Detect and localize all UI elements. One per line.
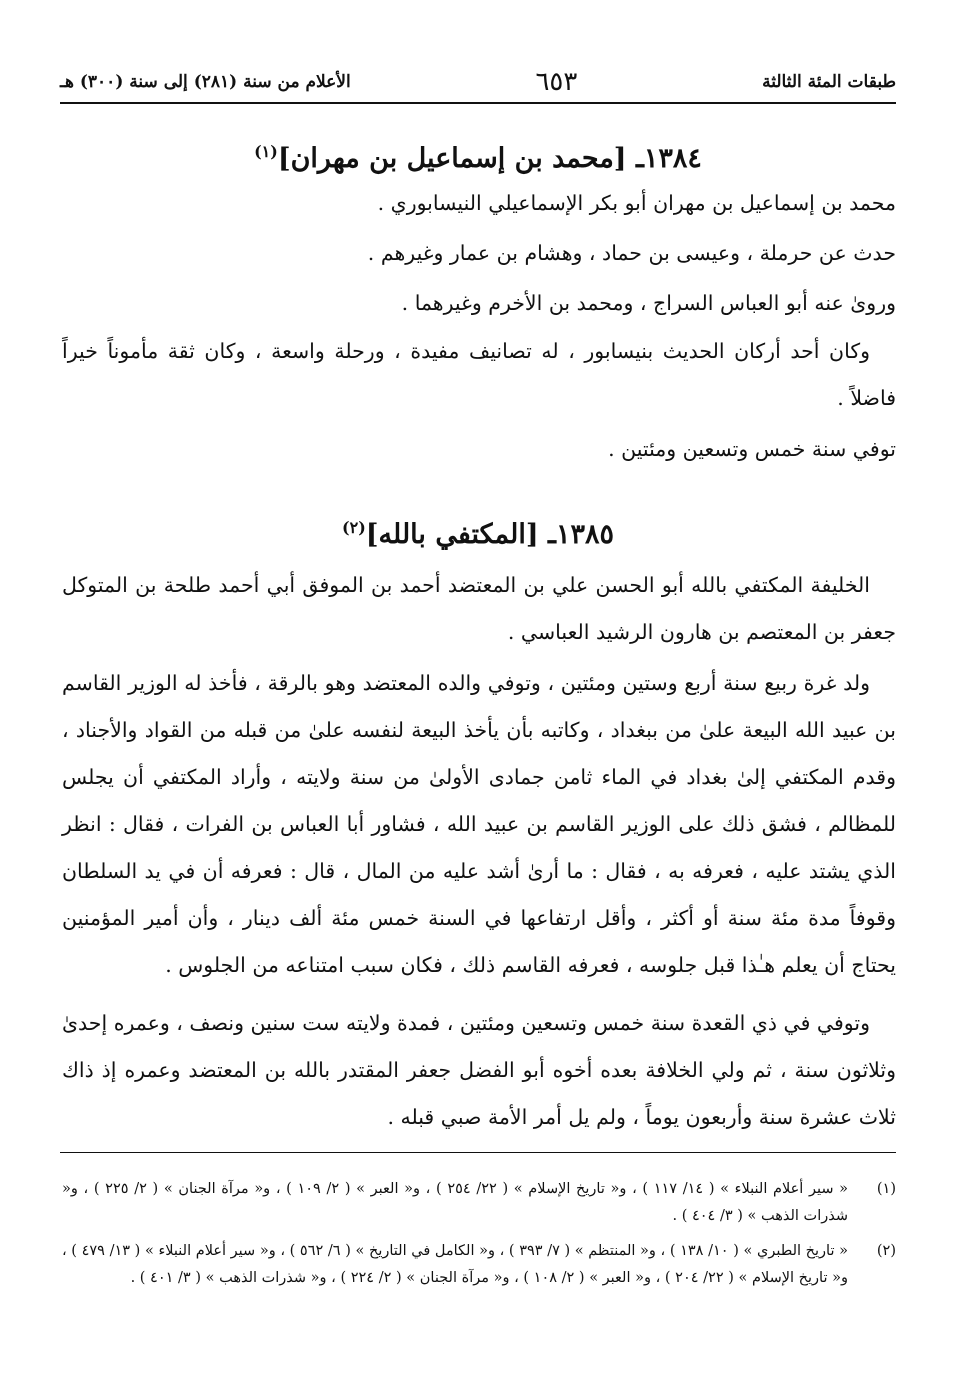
paragraph: ولد غرة ربيع سنة أربع وستين ومئتين ، وتوفي والده المعتضد وهو بالرقة ، فأخذ له الوزير القاسم بن عبيد الله البيعة علىٰ من ببغداد ، وكاتبه بأن يأخذ البيعة لنفسه علىٰ من قبله من القواد والأجناد ، وقدم المكتفي إلىٰ بغداد في الماء ثامن جمادى الأولىٰ من سنة ولايته ، وأراد المكتفي أن يجلس للمظالم ، فشق ذلك على الوزير القاسم بن عبيد الله ، فشاور أبا العباس بن الفرات ، فقال : انظر الذي يشتد عليه ، فعرفه به ، فقال : ما أرىٰ أشد عليه من المال ، قال : فعرفه أن في يد السلطان وقوفاً مدة مئة سنة أو أكثر ، وأقل ارتفاعها في السنة خمس مئة ألف دينار ، وأن أمير المؤمنين يحتاج أن يعلم هـٰذا قبل جلوسه ، فعرفه القاسم ذلك ، فكان سبب امتناعه من الجلوس . xyxy=(62,671,896,977)
paragraph: وتوفي في ذي القعدة سنة خمس وتسعين ومئتين ، فمدة ولايته ست سنين ونصف ، وعمره إحدىٰ وثلاثون سنة ، ثم ولي الخلافة بعده أخوه أبو الفضل جعفر المقتدر بالله بن المعتضد وعمره إذ ذاك ثلاث عشرة سنة وأربعون يوماً ، ولم يل أمر الأمة صبي قبله . xyxy=(62,1011,896,1129)
footnote-text: « سير أعلام النبلاء » ( ١٤/ ١١٧ ) ، و« تاريخ الإسلام » ( ٢٢/ ٢٥٤ ) ، و« العبر » ( ٢/ ١٠٩ ) ، و« مرآة الجنان » ( ٢/ ٢٢٥ ) ، و« شذرات الذهب » ( ٣/ ٤٠٤ ) . xyxy=(62,1181,849,1224)
footnote-2 xyxy=(62,1238,896,1292)
header-period-title: الأعلام من سنة (٢٨١) إلى سنة (٣٠٠) هـ xyxy=(60,72,351,92)
entry-title-1385 xyxy=(60,508,896,555)
paragraph: الخليفة المكتفي بالله أبو الحسن علي بن المعتضد أحمد بن الموفق أبي أحمد طلحة بن المتوكل جعفر بن المعتصم بن هارون الرشيد العباسي . xyxy=(62,573,896,644)
entry-heading: ١٣٨٤ـ [محمد بن إسماعيل بن مهران] xyxy=(277,143,702,174)
footnote-number: (٢) xyxy=(876,1243,896,1259)
header-section-title: طبقات المئة الثالثة xyxy=(762,72,896,92)
paragraph: وروىٰ عنه أبو العباس السراج ، ومحمد بن الأخرم وغيرهما . xyxy=(401,291,896,315)
paragraph: وكان أحد أركان الحديث بنيسابور ، له تصانيف مفيدة ، ورحلة واسعة ، وكان ثقة مأموناً خيراً فاضلاً . xyxy=(62,339,896,410)
entry-title-1384 xyxy=(60,132,896,179)
footnote-separator xyxy=(60,1152,896,1153)
footnote-ref: (١) xyxy=(254,142,278,161)
footnote-ref: (٢) xyxy=(342,518,366,537)
footnote-1 xyxy=(62,1176,896,1230)
paragraph: حدث عن حرملة ، وعيسى بن حماد ، وهشام بن عمار وغيرهم . xyxy=(367,241,896,265)
paragraph: توفي سنة خمس وتسعين ومئتين . xyxy=(608,437,896,461)
footnote-text: « تاريخ الطبري » ( ١٠/ ١٣٨ ) ، و« المنتظم » ( ٧/ ٣٩٣ ) ، و« الكامل في التاريخ » ( ٦/ ٥٦٢ ) ، و« سير أعلام النبلاء » ( ١٣/ ٤٧٩ ) ، و« تاريخ الإسلام » ( ٢٢/ ٢٠٤ ) ، و« العبر » ( ٢/ ١٠٨ ) ، و« مرآة الجنان » ( ٢/ ٢٢٤ ) ، و« شذرات الذهب » ( ٣/ ٤٠١ ) . xyxy=(62,1243,849,1286)
footnote-number: (١) xyxy=(876,1181,896,1197)
entry-heading: ١٣٨٥ـ [المكتفي بالله] xyxy=(365,519,614,550)
running-header xyxy=(60,62,896,104)
page-number: ٦٥٣ xyxy=(535,67,578,97)
paragraph: محمد بن إسماعيل بن مهران أبو بكر الإسماعيلي النيسابوري . xyxy=(377,191,896,215)
